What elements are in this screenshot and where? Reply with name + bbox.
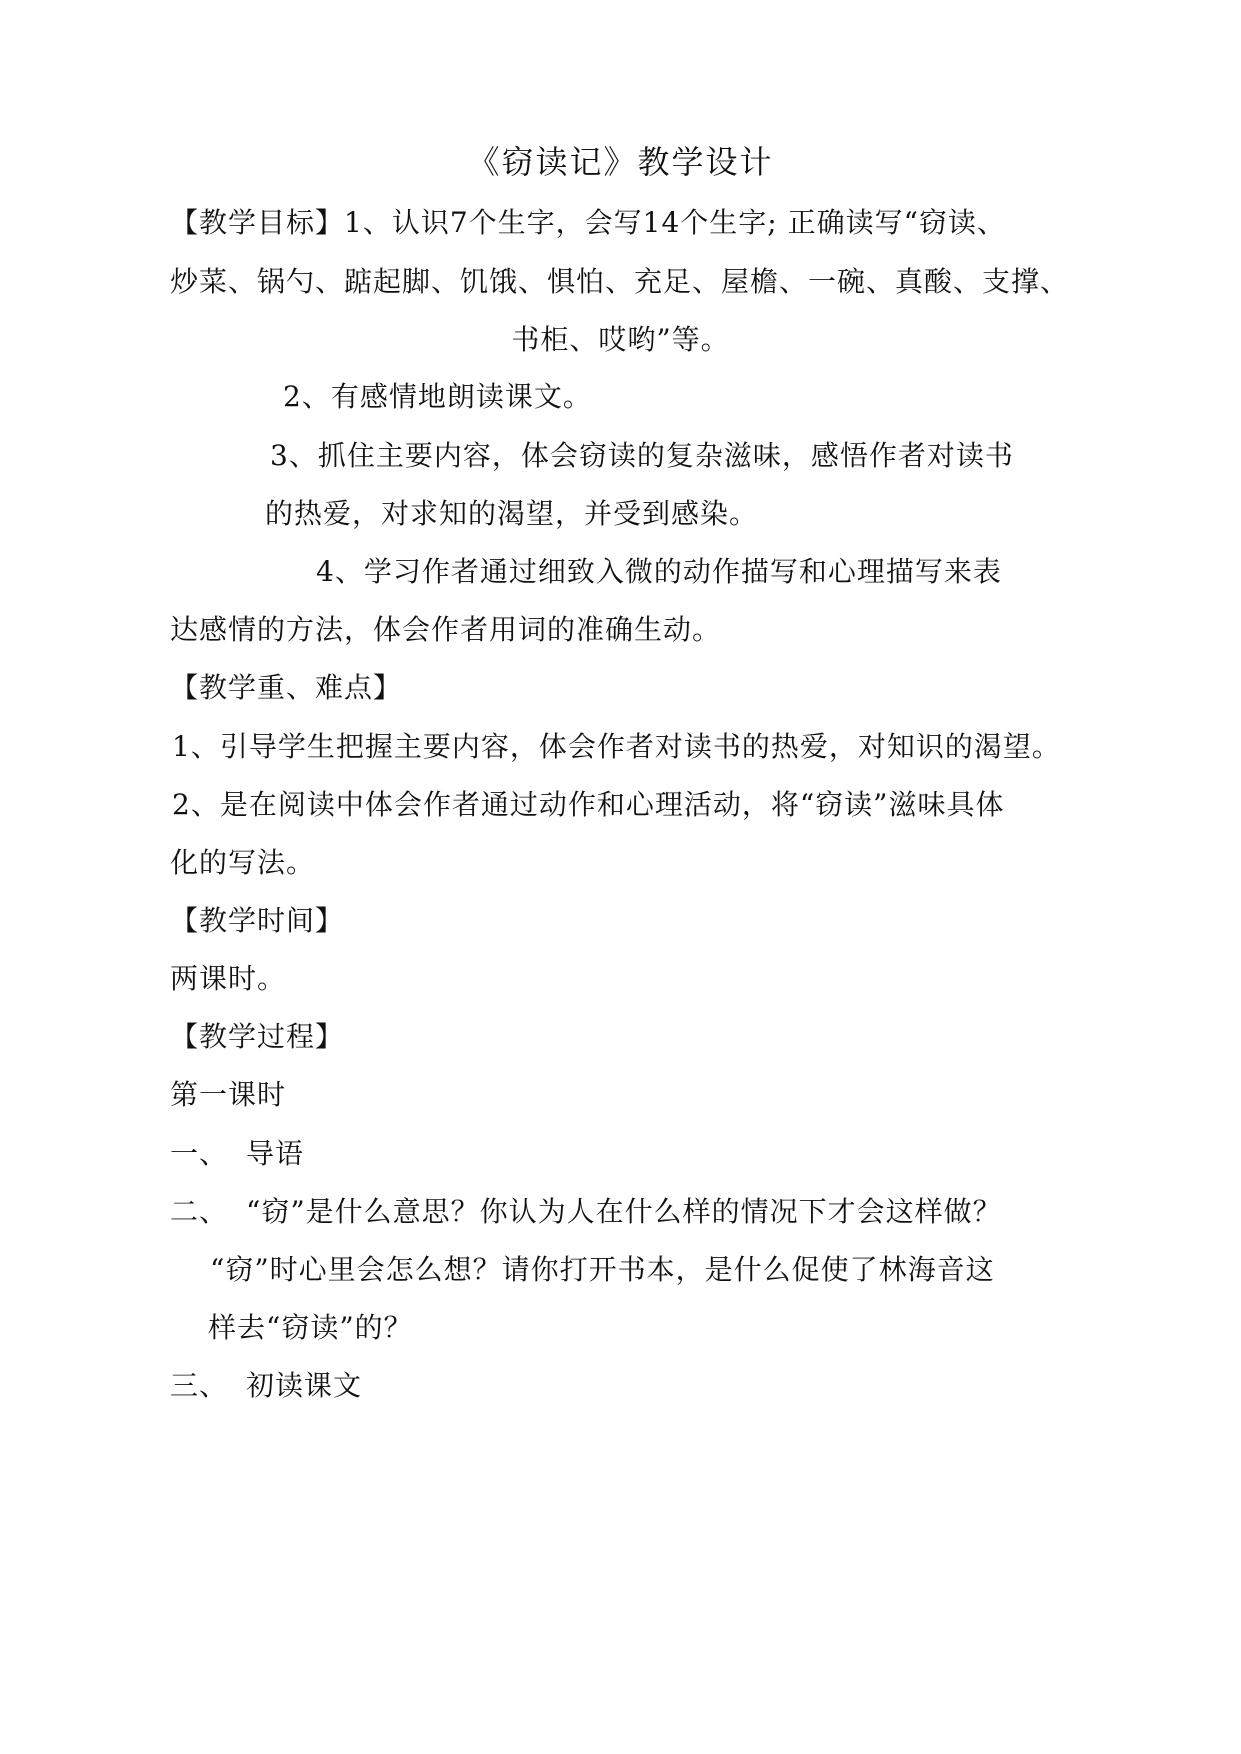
time-value: 两课时。 <box>170 962 287 995</box>
session-label: 第一课时 <box>170 1078 287 1111</box>
objectives-line-1: 【教学目标】1、认识7个生字，会写14个生字; 正确读写“窃读、 <box>170 206 1006 239</box>
objective-item-3-line-1: 3、抓住主要内容，体会窃读的复杂滋味，感悟作者对读书 <box>270 439 1014 472</box>
step-2-line-3: 样去“窃读”的？ <box>208 1311 413 1344</box>
step-2-line-2: “窃”时心里会怎么想？请你打开书本，是什么促使了林海音这 <box>210 1253 995 1286</box>
time-heading: 【教学时间】 <box>170 904 345 937</box>
objectives-line-3: 书柜、哎哟”等。 <box>511 323 730 356</box>
step-2-line-1: “窃”是什么意思？你认为人在什么样的情况下才会这样做？ <box>246 1195 1002 1228</box>
objective-item-2: 2、有感情地朗读课文。 <box>283 380 592 413</box>
step-3-number: 三、 <box>170 1369 229 1402</box>
step-1-text: 导语 <box>246 1137 305 1170</box>
objective-item-4-line-2: 达感情的方法，体会作者用词的准确生动。 <box>170 613 722 646</box>
step-1-number: 一、 <box>170 1137 229 1170</box>
key-point-1: 1、引导学生把握主要内容，体会作者对读书的热爱，对知识的渴望。 <box>172 730 1061 763</box>
key-point-2-line-2: 化的写法。 <box>170 846 316 879</box>
objective-item-3-line-2: 的热爱，对求知的渴望，并受到感染。 <box>265 497 759 530</box>
step-3-text: 初读课文 <box>246 1369 363 1402</box>
process-heading: 【教学过程】 <box>170 1020 345 1053</box>
step-2-number: 二、 <box>170 1195 229 1228</box>
objective-item-4-line-1: 4、学习作者通过细致入微的动作描写和心理描写来表 <box>316 555 1002 588</box>
objectives-line-2: 炒菜、锅勺、踮起脚、饥饿、惧怕、充足、屋檐、一碗、真酸、支撑、 <box>170 265 1070 298</box>
document-title: 《窃读记》教学设计 <box>467 143 774 181</box>
key-points-heading: 【教学重、难点】 <box>170 671 403 704</box>
key-point-2-line-1: 2、是在阅读中体会作者通过动作和心理活动，将“窃读”滋味具体 <box>172 788 1005 821</box>
